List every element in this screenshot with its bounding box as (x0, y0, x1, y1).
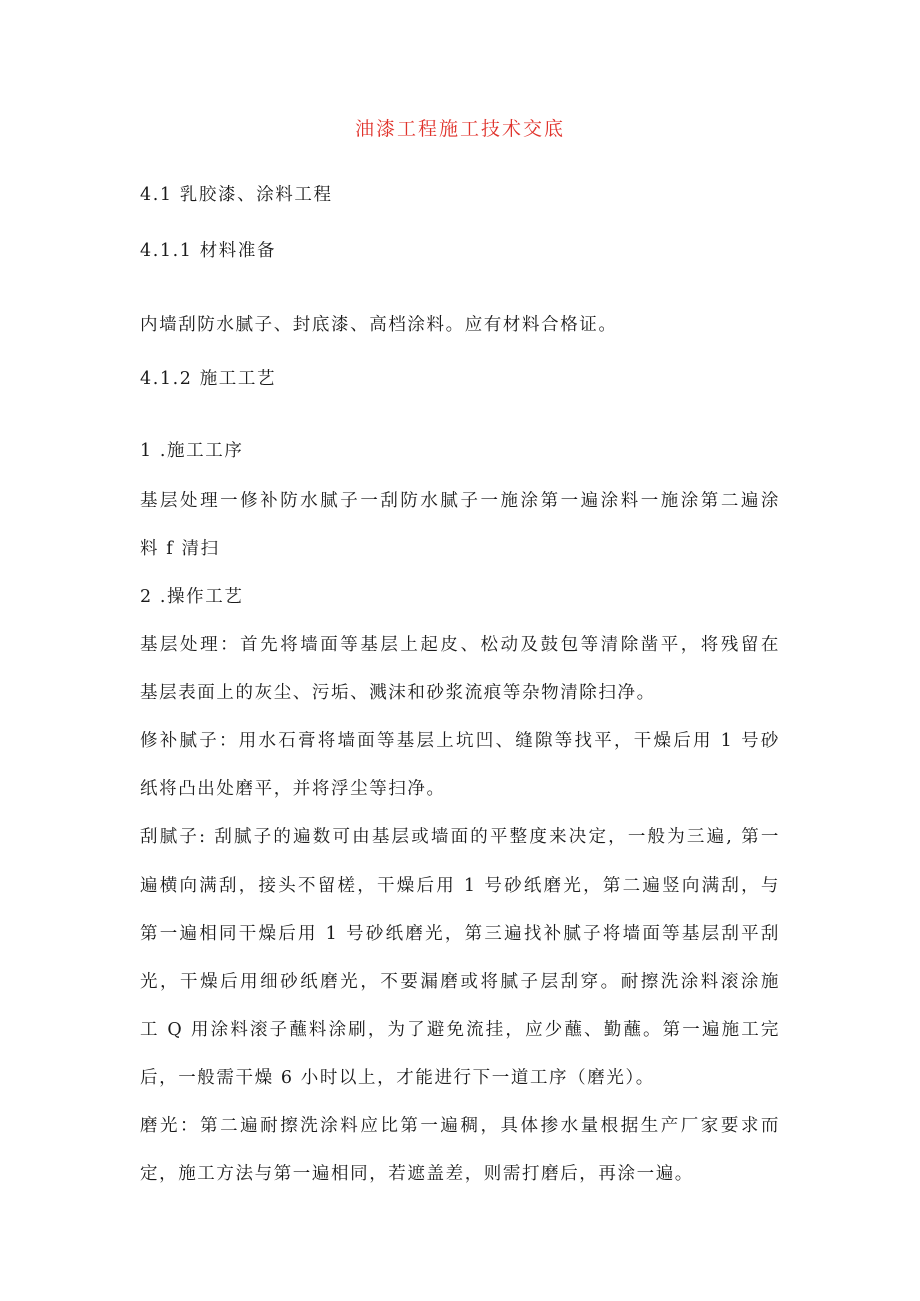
process-heading: 1 .施工工序 (140, 441, 244, 461)
section-heading-4-1-1: 4.1.1 材料准备 (140, 241, 277, 261)
scrape-putty-line: 第一遍相同干燥后用 1 号砂纸磨光，第三遍找补腻子将墙面等基层刮平刮 (140, 924, 780, 944)
polish-line: 磨光：第二遍耐擦洗涂料应比第一遍稠，具体掺水量根据生产厂家要求而 (140, 1116, 780, 1136)
process-line: 料 f 清扫 (140, 539, 220, 559)
base-treatment-line: 基层处理：首先将墙面等基层上起皮、松动及鼓包等清除凿平，将残留在 (140, 635, 780, 655)
scrape-putty-line: 刮腻子: 刮腻子的遍数可由基层或墙面的平整度来决定，一般为三遍, 第一 (140, 827, 780, 847)
process-line: 基层处理一修补防水腻子一刮防水腻子一施涂第一遍涂料一施涂第二遍涂 (140, 491, 780, 511)
scrape-putty-line: 后，一般需干燥 6 小时以上，才能进行下一道工序（磨光）。 (140, 1068, 655, 1088)
base-treatment-line: 基层表面上的灰尘、污垢、溅沫和砂浆流痕等杂物清除扫净。 (140, 683, 656, 703)
scrape-putty-line: 光，干燥后用细砂纸磨光，不要漏磨或将腻子层刮穿。耐擦洗涂料滚涂施 (140, 972, 780, 992)
repair-putty-line: 纸将凸出处磨平，并将浮尘等扫净。 (140, 779, 446, 799)
materials-paragraph: 内墙刮防水腻子、封底漆、高档涂料。应有材料合格证。 (140, 315, 618, 335)
scrape-putty-line: 工 Q 用涂料滚子蘸料涂刷，为了避免流挂，应少蘸、勤蘸。第一遍施工完 (140, 1020, 780, 1040)
scrape-putty-line: 遍横向满刮，接头不留槎，干燥后用 1 号砂纸磨光，第二遍竖向满刮，与 (140, 876, 780, 896)
section-heading-4-1-2: 4.1.2 施工工艺 (140, 369, 277, 389)
operation-heading: 2 .操作工艺 (140, 587, 244, 607)
section-heading-4-1: 4.1 乳胶漆、涂料工程 (140, 185, 333, 205)
repair-putty-line: 修补腻子：用水石膏将墙面等基层上坑凹、缝隙等找平，干燥后用 1 号砂 (140, 731, 780, 751)
polish-line: 定，施工方法与第一遍相同，若遮盖差，则需打磨后，再涂一遍。 (140, 1164, 694, 1184)
document-title: 油漆工程施工技术交底 (354, 118, 565, 140)
